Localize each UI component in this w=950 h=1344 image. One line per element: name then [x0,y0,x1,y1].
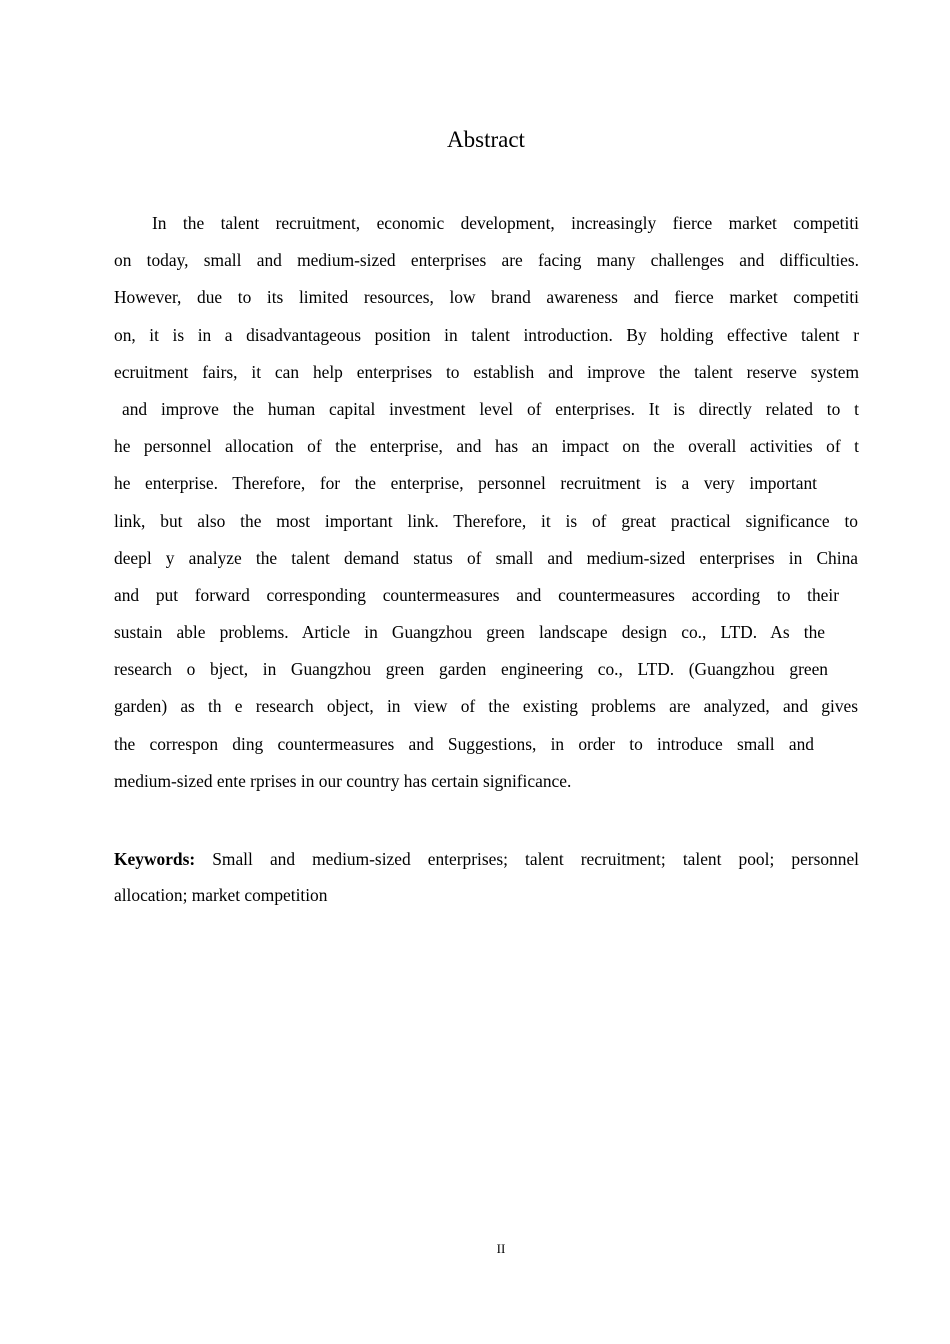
abstract-line: ecruitment fairs, it can help enterprises to establish and improve the talent reserve system [114,361,859,382]
abstract-line: and improve the human capital investment level of enterprises. It is directly related to t [122,398,859,419]
abstract-line: deepl y analyze the talent demand status of small and medium-sized enterprises in China [114,547,858,568]
abstract-line: research o bject, in Guangzhou green garden engineering co., LTD. (Guangzhou green [114,659,828,680]
abstract-line: medium-sized ente rprises in our country has certain significance. [114,770,572,791]
keywords-text: Small and medium-sized enterprises; talent recruitment; talent pool; personnel [212,849,859,869]
abstract-line: However, due to its limited resources, low brand awareness and fierce market competiti [114,287,859,308]
abstract-line: sustain able problems. Article in Guangzhou green landscape design co., LTD. As the [114,622,825,643]
abstract-line: the correspon ding countermeasures and Suggestions, in order to introduce small and [114,733,814,754]
page-number: II [496,1241,506,1256]
keywords-section [114,841,859,913]
abstract-line: link, but also the most important link. Therefore, it is of great practical significance to [114,510,858,531]
abstract-line: on today, small and medium-sized enterprises are facing many challenges and difficulties. [114,250,859,271]
abstract-body [114,205,859,800]
abstract-line: and put forward corresponding countermeasures and countermeasures according to their [114,584,839,605]
abstract-line: garden) as th e research object, in view of the existing problems are analyzed, and gives [114,696,858,717]
keywords-line: allocation; market competition [114,885,328,905]
abstract-line: In the talent recruitment, economic development, increasingly fierce market competiti [152,213,859,233]
keywords-line [114,841,859,877]
keywords-label: Keywords: [114,849,196,869]
abstract-line: he enterprise. Therefore, for the enterprise, personnel recruitment is a very important [114,473,817,494]
abstract-line: on, it is in a disadvantageous position in talent introduction. By holding effective talent r [114,324,859,345]
abstract-title: Abstract [447,127,525,152]
abstract-line: he personnel allocation of the enterprise, and has an impact on the overall activities of t [114,436,859,457]
